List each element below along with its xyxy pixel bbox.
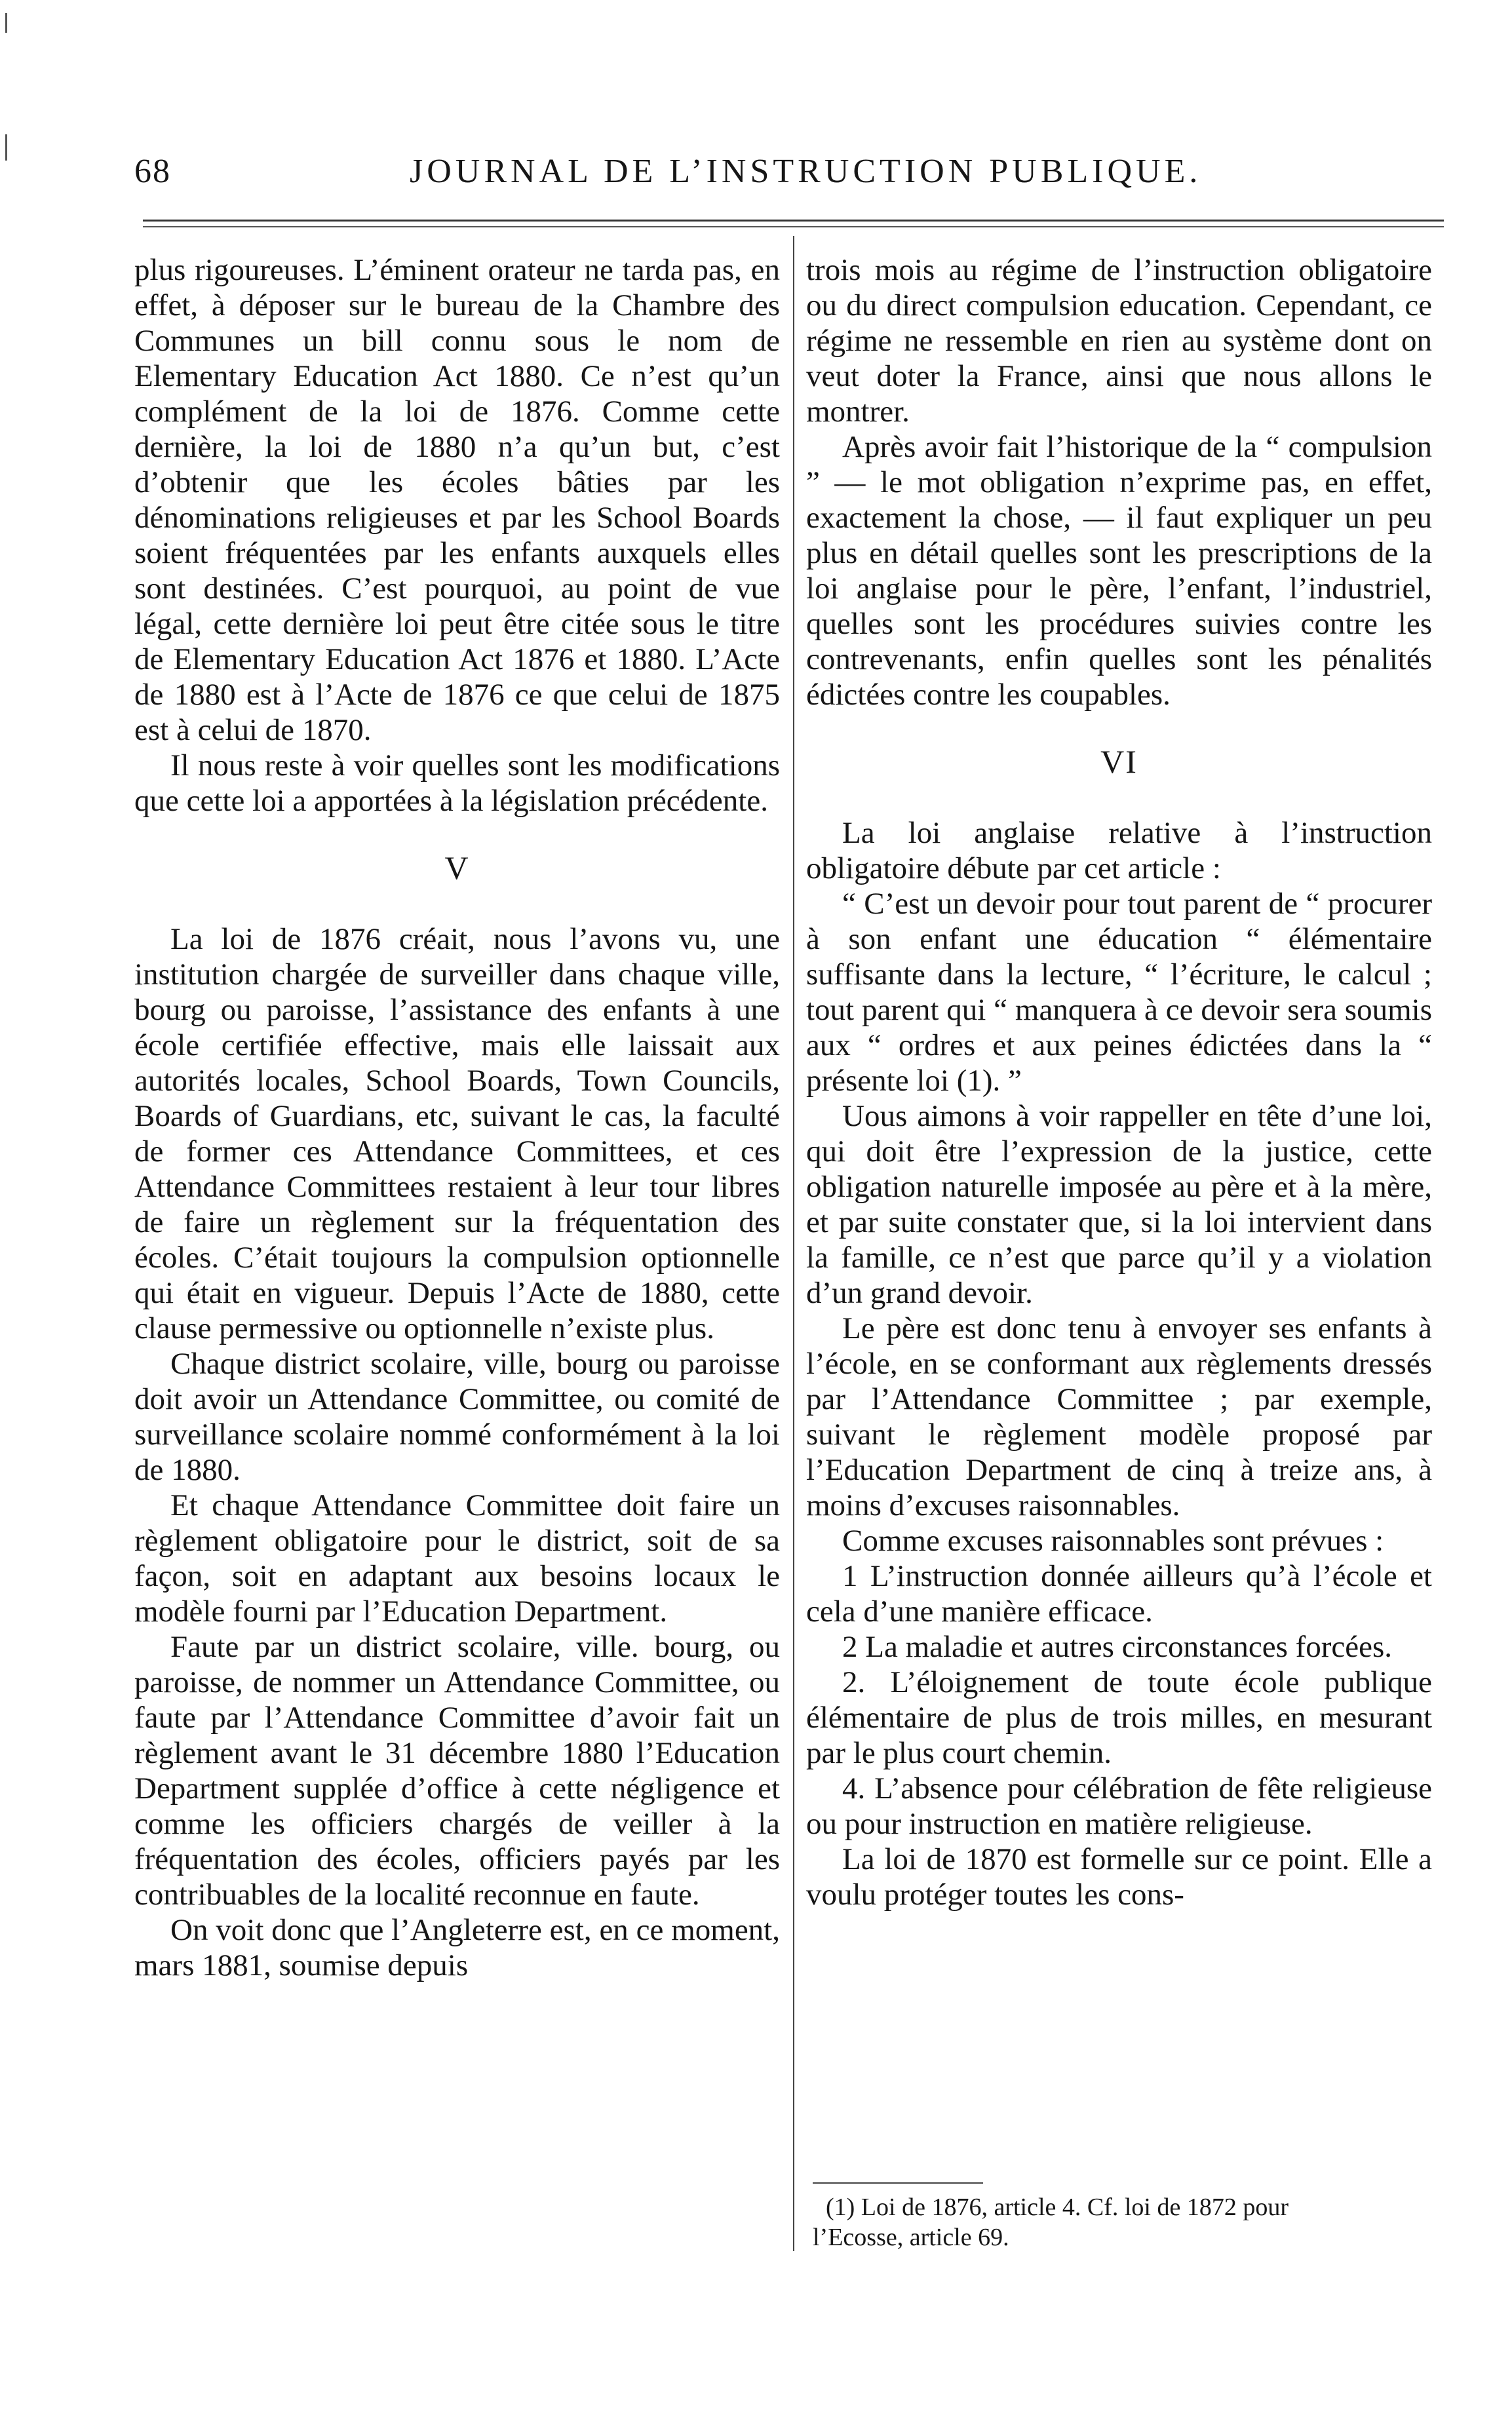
paragraph: On voit donc que l’Angleterre est, en ce moment, mars 1881, soumise depuis (134, 1913, 780, 1982)
paragraph: plus rigoureuses. L’éminent orateur ne tarda pas, en effet, à déposer sur le bureau de la Chambre des Communes un bill connu sous le nom de Elementary Education Act 1880. Ce n’est qu’un complément de la loi de 1876. Comme cette dernière, la loi de 1880 n’a qu’un but, c’est d’obtenir que les écoles bâties par les dénominations religieuses et par les School Boards soient fréquentées par les enfants auxquels elles sont destinées. C’est pourquoi, au point de vue légal, cette dernière loi peut être citée sous le titre de Elementary Education Act 1876 et 1880. L’Acte de 1880 est à l’Acte de 1876 ce que celui de 1875 est à celui de 1870. (134, 253, 780, 747)
paragraph: Chaque district scolaire, ville, bourg ou paroisse doit avoir un Attendance Committee, ou comité de surveillance scolaire nommé conformément à la loi de 1880. (134, 1347, 780, 1487)
footnote-rule (813, 2182, 983, 2184)
page-number: 68 (134, 153, 171, 190)
list-item: 1 L’instruction donnée ailleurs qu’à l’école et cela d’une manière efficace. (806, 1559, 1432, 1629)
footnote-line: l’Ecosse, article 69. (813, 2224, 1009, 2251)
footnote-line: (1) Loi de 1876, article 4. Cf. loi de 1872 pour (826, 2193, 1289, 2221)
left-column (134, 252, 780, 1983)
scan-margin-mark (5, 13, 7, 33)
paragraph: La loi de 1870 est formelle sur ce point. Elle a voulu protéger toutes les cons- (806, 1842, 1432, 1912)
list-item: 4. L’absence pour célébration de fête religieuse ou pour instruction en matière religieuse. (806, 1771, 1432, 1841)
section-heading: VI (1100, 743, 1138, 780)
paragraph: Comme excuses raisonnables sont prévues : (842, 1524, 1384, 1558)
paragraph: Faute par un district scolaire, ville. bourg, ou paroisse, de nommer un Attendance Committee, ou faute par l’Attendance Committee d’avoir fait un règlement avant le 31 décembre 1880 l’Education Department supplée d’office à cette négligence et comme les officiers chargés de veiller à la fréquentation des écoles, officiers payés par les contribuables de la localité reconnue en faute. (134, 1630, 780, 1912)
list-item: 2 La maladie et autres circonstances forcées. (842, 1630, 1393, 1664)
paragraph: Après avoir fait l’historique de la “ compulsion ” — le mot obligation n’exprime pas, en effet, exactement la chose, — il faut expliquer un peu plus en détail quelles sont les prescriptions de la loi anglaise pour le père, l’enfant, l’industriel, quelles sont les procédures suivies contre les contrevenants, enfin quelles sont les pénalités édictées contre les coupables. (806, 430, 1432, 712)
header-rule (143, 226, 1444, 227)
paragraph: La loi de 1876 créait, nous l’avons vu, une institution chargée de surveiller dans chaque ville, bourg ou paroisse, l’assistance des enfants à une école certifiée effective, mais elle laissait aux autorités locales, School Boards, Town Councils, Boards of Guardians, etc, suivant le cas, la faculté de former ces Attendance Committees, et ces Attendance Committees restaient à leur tour libres de faire un règlement sur la fréquentation des écoles. C’était toujours la compulsion optionnelle qui était en vigueur. Depuis l’Acte de 1880, cette clause permessive ou optionnelle n’existe plus. (134, 922, 780, 1345)
paragraph: La loi anglaise relative à l’instruction obligatoire débute par cet article : (806, 816, 1432, 885)
paragraph: Et chaque Attendance Committee doit faire un règlement obligatoire pour le district, soit de sa façon, soit en adaptant aux besoins locaux le modèle fourni par l’Education Department. (134, 1488, 780, 1629)
running-title: JOURNAL DE L’INSTRUCTION PUBLIQUE. (410, 153, 1202, 190)
column-divider (793, 236, 794, 2251)
footnote (813, 2192, 1429, 2252)
paragraph: Le père est donc tenu à envoyer ses enfants à l’école, en se conformant aux règlements dressés par l’Attendance Committee ; par exemple, suivant le règlement modèle proposé par l’Education Department de cinq à treize ans, à moins d’excuses raisonnables. (806, 1311, 1432, 1522)
page-header (134, 152, 1393, 204)
paragraph: Il nous reste à voir quelles sont les modifications que cette loi a apportées à la législation précédente. (134, 748, 780, 818)
list-item: 2. L’éloignement de toute école publique élémentaire de plus de trois milles, en mesurant par le plus court chemin. (806, 1665, 1432, 1770)
section-heading: V (444, 849, 470, 886)
header-rule (143, 220, 1444, 222)
quotation: “ C’est un devoir pour tout parent de “ procurer à son enfant une éducation “ élémentaire suffisante dans la lecture, “ l’écriture, le calcul ; tout parent qui “ manquera à ce devoir sera soumis aux “ ordres et aux peines édictées dans la “ présente loi (1). ” (806, 887, 1432, 1098)
paragraph: trois mois au régime de l’instruction obligatoire ou du direct compulsion education. Cependant, ce régime ne ressemble en rien au système dont on veut doter la France, ainsi que nous allons le montrer. (806, 253, 1432, 429)
right-column (806, 252, 1432, 1912)
scan-margin-mark (5, 134, 7, 161)
paragraph: Uous aimons à voir rappeller en tête d’une loi, qui doit être l’expression de la justice, cette obligation naturelle imposée au père et à la mère, et par suite constater que, si la loi intervient dans la famille, ce n’est que parce qu’il y a violation d’un grand devoir. (806, 1099, 1432, 1310)
